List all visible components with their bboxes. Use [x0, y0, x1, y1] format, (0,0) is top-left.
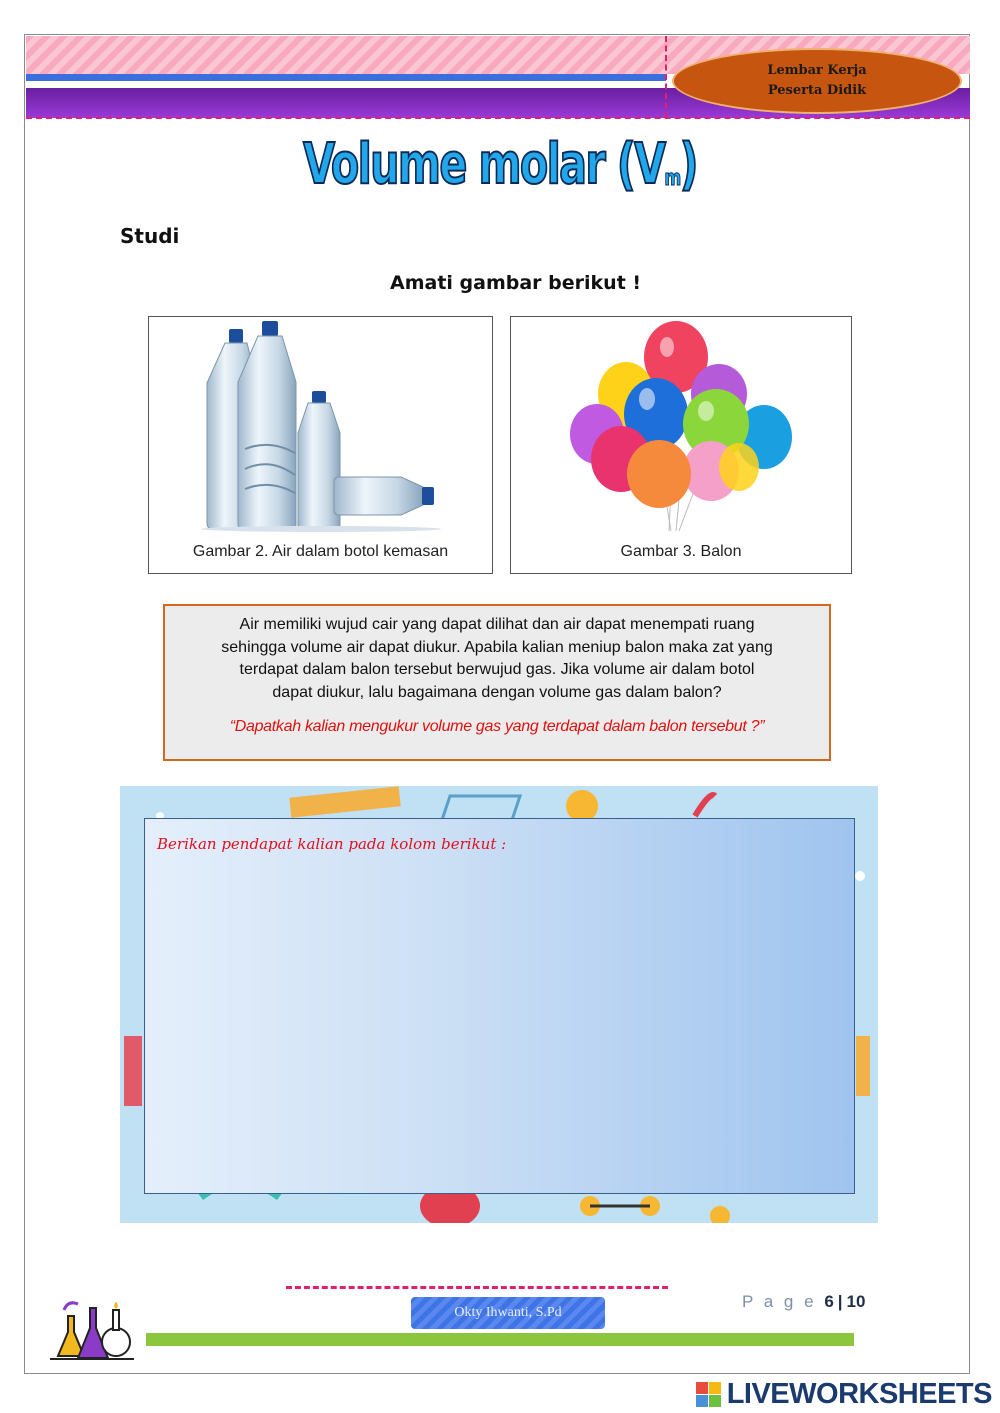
title-close: ): [679, 132, 697, 197]
answer-prompt: Berikan pendapat kalian pada kolom berikut :: [157, 835, 507, 853]
page-total: 10: [846, 1292, 866, 1311]
figure-balloons: [510, 316, 852, 574]
figure-caption-bottles: Gambar 2. Air dalam botol kemasan: [192, 543, 449, 560]
note-line: Air memiliki wujud cair yang dapat dilihat dan air dapat menempati ruang: [239, 616, 755, 633]
guiding-question: “Dapatkah kalian mengukur volume gas yang terdapat dalam balon tersebut ?”: [229, 718, 765, 735]
liveworksheets-brand: [696, 1378, 992, 1411]
context-note: [163, 604, 831, 761]
liveworksheets-wordmark: LIVEWORKSHEETS: [726, 1378, 992, 1410]
lkpd-badge: [672, 48, 962, 114]
footer-green-bar: [146, 1333, 854, 1346]
page-number: [742, 1292, 865, 1312]
instruction-text: Amati gambar berikut !: [390, 272, 642, 294]
lkpd-badge-line1: Lembar Kerja: [767, 63, 867, 78]
title-subscript: m: [664, 166, 680, 191]
figure-caption-balloons: Gambar 3. Balon: [620, 543, 742, 560]
note-line: dapat diukur, lalu bagaimana dengan volume gas dalam balon?: [272, 683, 722, 701]
note-line: terdapat dalam balon tersebut berwujud gas. Jika volume air dalam botol: [239, 661, 755, 678]
author-label: Okty Ihwanti, S.Pd: [411, 1297, 605, 1329]
balloons-image: [511, 319, 853, 533]
chemistry-flask-icon: [50, 1296, 134, 1362]
footer-divider: [286, 1286, 668, 1289]
lkpd-badge-line2: Peserta Didik: [767, 83, 867, 98]
page-current: 6: [824, 1292, 834, 1311]
answer-textbox[interactable]: [144, 818, 855, 1194]
note-line: sehingga volume air dapat diukur. Apabila kalian meniup balon maka zat yang: [221, 638, 773, 656]
page-word: P a g e: [742, 1292, 817, 1311]
water-bottles-image: [149, 319, 494, 533]
title-main: Volume molar (V: [303, 132, 665, 197]
header-underline: [26, 117, 970, 119]
page-title: [90, 132, 910, 197]
figure-bottles: [148, 316, 493, 574]
liveworksheets-logo-icon: [696, 1382, 721, 1407]
page-separator: |: [837, 1292, 843, 1311]
section-label: Studi: [120, 224, 180, 248]
header-stripe-blue: [26, 74, 666, 81]
header-divider: [665, 36, 667, 118]
